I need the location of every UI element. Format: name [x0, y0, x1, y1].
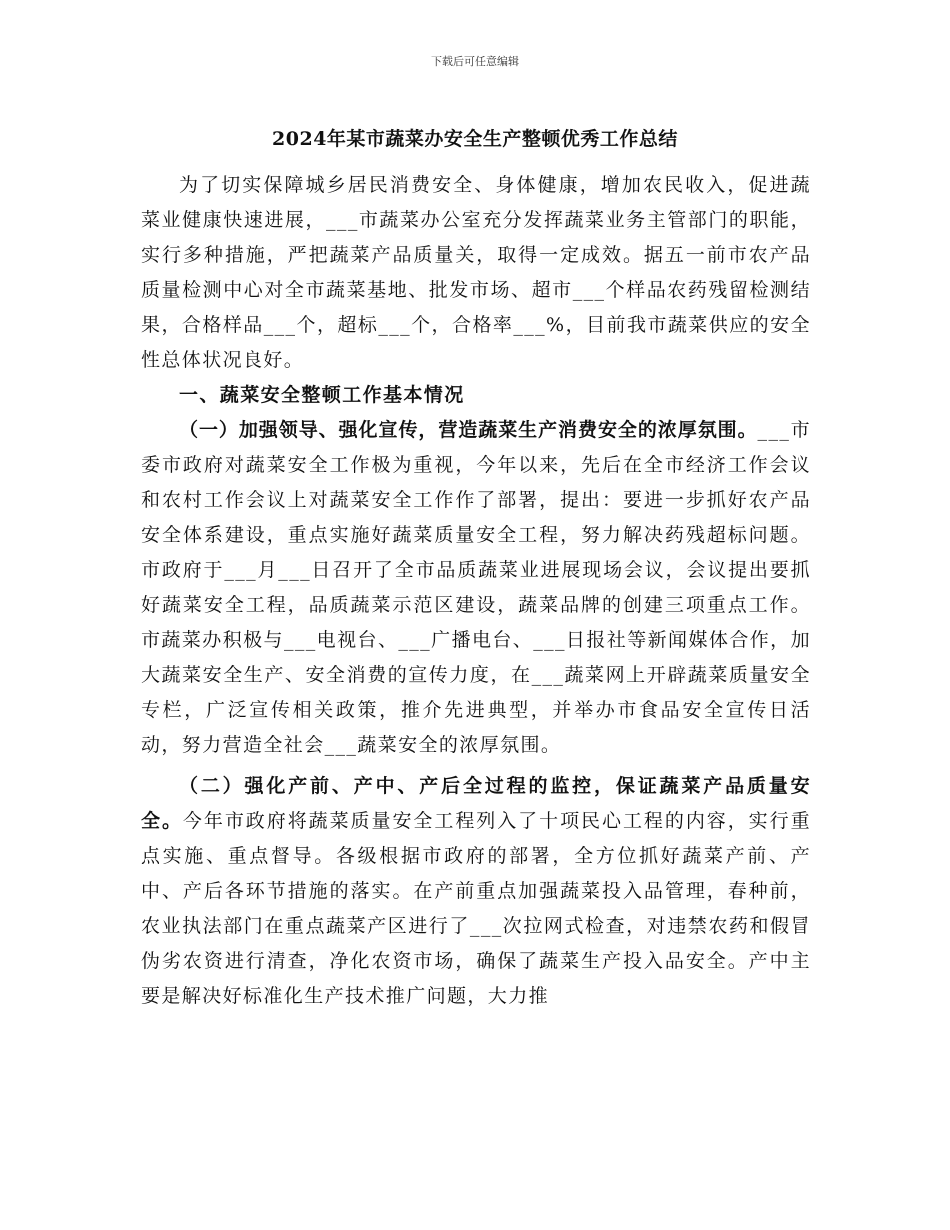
document-body [141, 168, 811, 1014]
subsection-2-paragraph [141, 769, 811, 1014]
subsection-1-text: ___市委市政府对蔬菜安全工作极为重视，今年以来，先后在全市经济工作会议和农村工作会议上对蔬菜安全工作作了部署，提出：要进一步抓好农产品安全体系建设，重点实施好蔬菜质量安全工程，努力解决药残超标问题。市政府于___月___日召开了全市品质蔬菜业进展现场会议，会议提出要抓好蔬菜安全工程，品质蔬菜示范区建设，蔬菜品牌的创建三项重点工作。市蔬菜办积极与___电视台、___广播电台、___日报社等新闻媒体合作，加大蔬菜安全生产、安全消费的宣传力度，在___蔬菜网上开辟蔬菜质量安全专栏，广泛宣传相关政策，推介先进典型，并举办市食品安全宣传日活动，努力营造全社会___蔬菜安全的浓厚氛围。 [141, 419, 811, 756]
subsection-heading-2: （二）强化产前、产中、产后全过程的监控，保证蔬菜产品质量安全。 [141, 775, 811, 832]
document-title: 2024年某市蔬菜办安全生产整顿优秀工作总结 [272, 128, 678, 150]
subsection-2-text: 今年市政府将蔬菜质量安全工程列入了十项民心工程的内容，实行重点实施、重点督导。各级根据市政府的部署，全方位抓好蔬菜产前、产中、产后各环节措施的落实。在产前重点加强蔬菜投入品管理，春种前，农业执法部门在重点蔬菜产区进行了___次拉网式检查，对违禁农药和假冒伪劣农资进行清查，净化农资市场，确保了蔬菜生产投入品安全。产中主要是解决好标准化生产技术推广问题，大力推 [141, 810, 811, 1007]
page-header-note: 下载后可任意编辑 [431, 55, 519, 68]
section-heading-1: 一、蔬菜安全整顿工作基本情况 [179, 384, 465, 406]
subsection-1-paragraph [141, 413, 811, 763]
intro-paragraph: 为了切实保障城乡居民消费安全、身体健康，增加农民收入，促进蔬菜业健康快速进展，___市蔬菜办公室充分发挥蔬菜业务主管部门的职能，实行多种措施，严把蔬菜产品质量关，取得一定成效。据五一前市农产品质量检测中心对全市蔬菜基地、批发市场、超市___个样品农药残留检测结果，合格样品___个，超标___个，合格率___%，目前我市蔬菜供应的安全性总体状况良好。 [141, 174, 811, 371]
subsection-heading-1: （一）加强领导、强化宣传，营造蔬菜生产消费安全的浓厚氛围。 [179, 419, 758, 441]
